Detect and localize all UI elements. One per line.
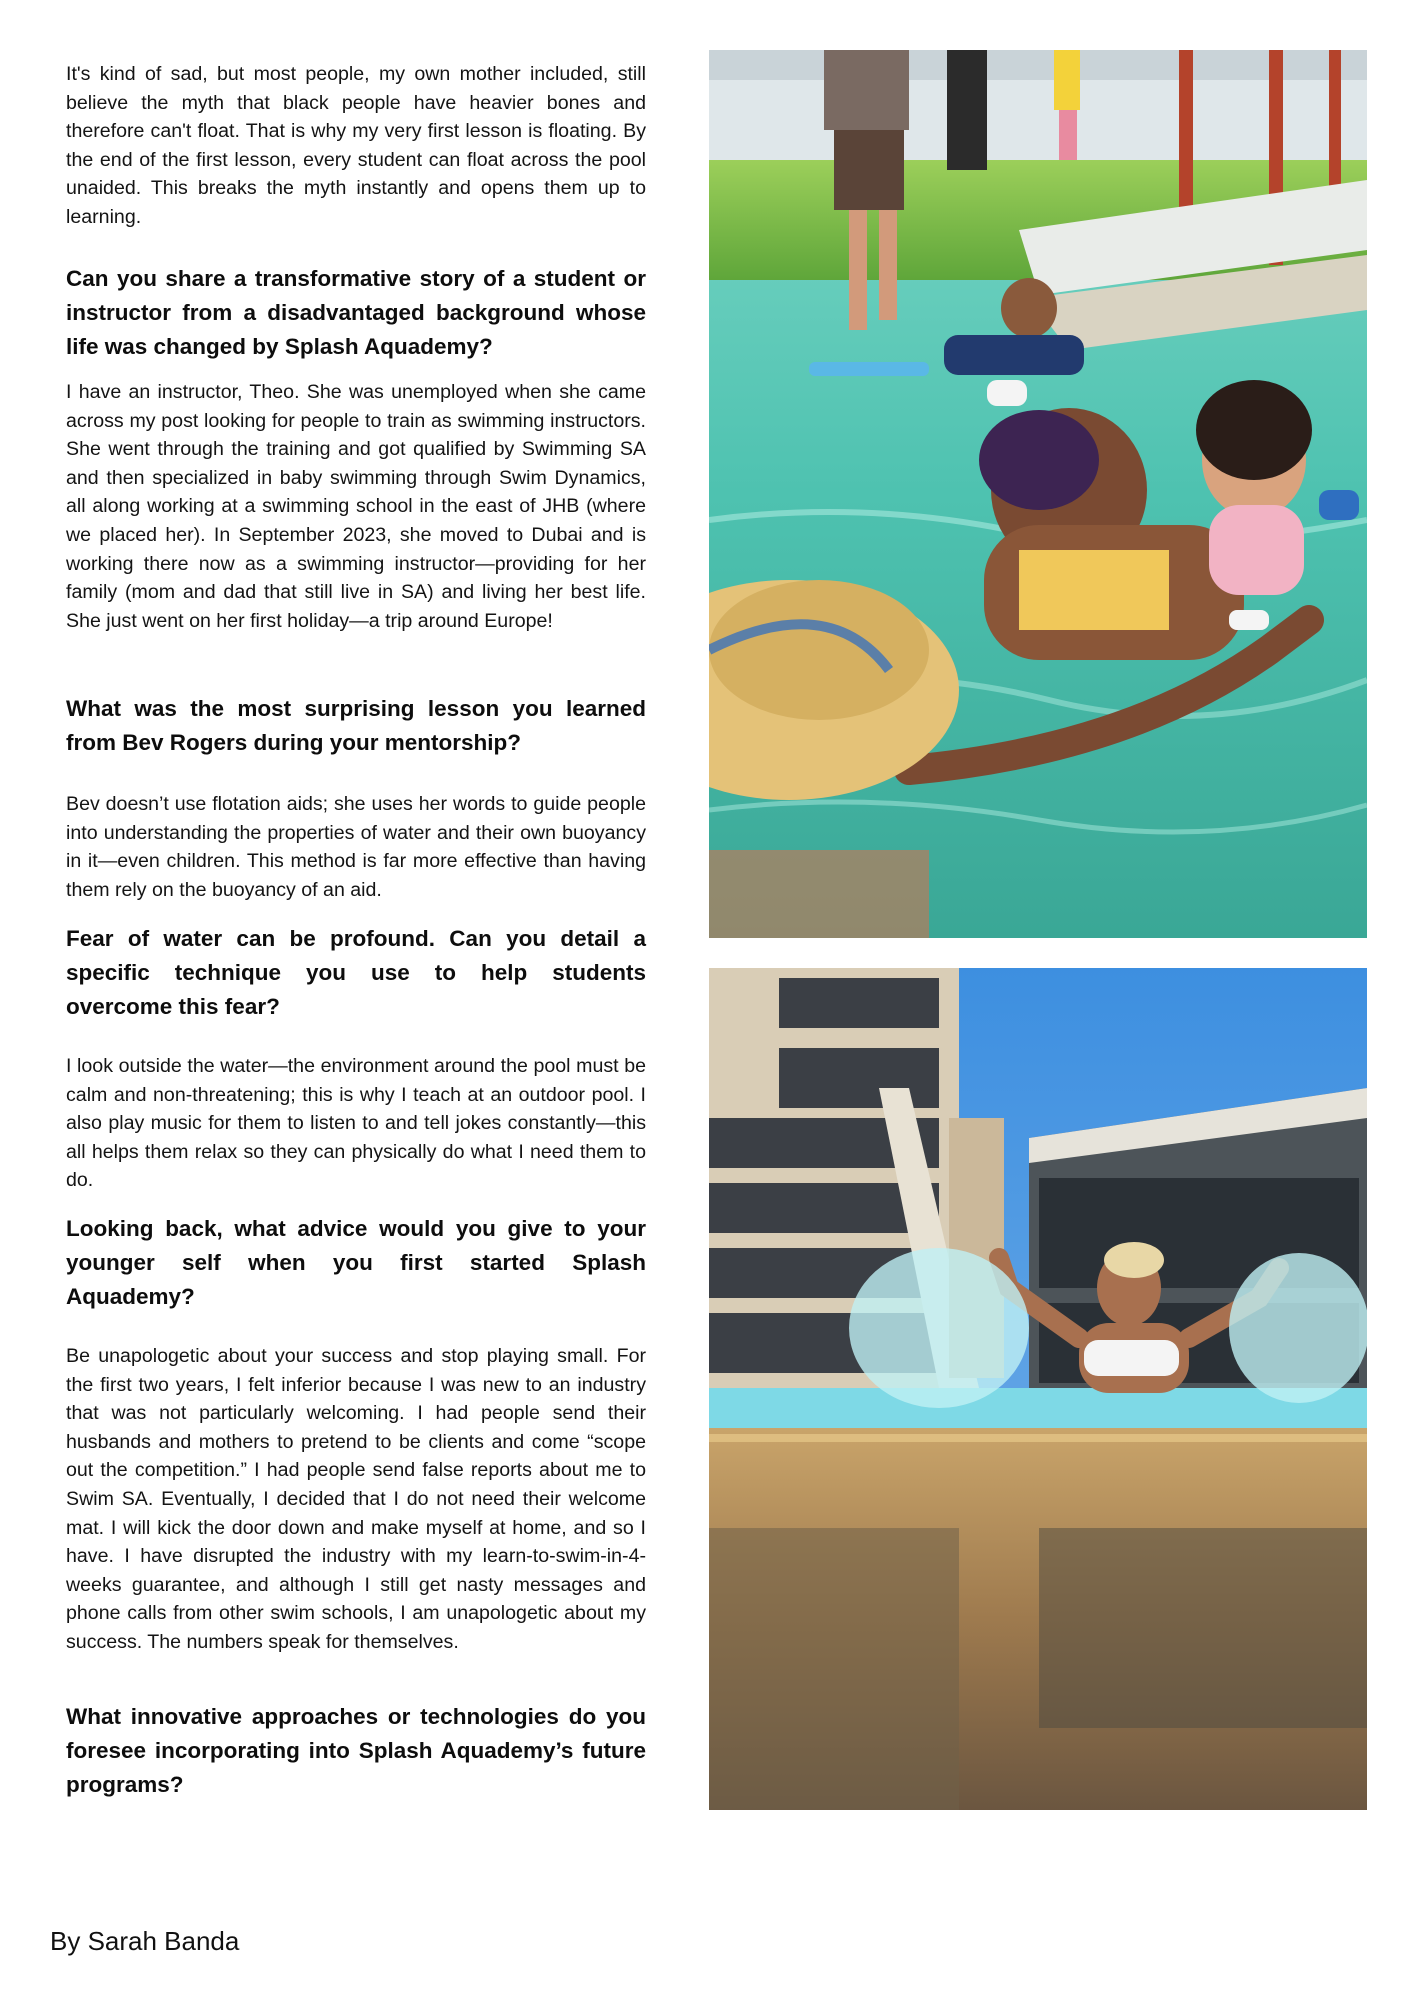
question-5: What innovative approaches or technologies do you foresee incorporating into Splash Aquademy’s future programs?	[66, 1704, 646, 1797]
intro-paragraph: It's kind of sad, but most people, my own mother included, still believe the myth that black people have heavier bones and therefore can't float. That is why my very first lesson is floating. By the end of the first lesson, every student can float across the pool unaided. This breaks the myth instantly and opens them up to learning.	[66, 63, 646, 228]
answer-3: I look outside the water—the environment around the pool must be calm and non-threatening; this is why I teach at an outdoor pool. I also play music for them to listen to and tell jokes constantly—this all helps them relax so they can physically do what I need them to do.	[66, 1055, 646, 1192]
intro-paragraph-block	[66, 60, 646, 232]
question-2: What was the most surprising lesson you learned from Bev Rogers during your mentorship?	[66, 696, 646, 755]
answer-2: Bev doesn’t use flotation aids; she uses her words to guide people into understanding the properties of water and their own buoyancy in it—even children. This method is far more effective than having them rely on the buoyancy of an aid.	[66, 793, 646, 901]
photo-indoor-pool-lesson	[709, 50, 1367, 938]
byline: By Sarah Banda	[50, 1926, 240, 1956]
qa-item-2	[66, 692, 646, 760]
answer-block-4	[66, 1342, 646, 1657]
answer-4: Be unapologetic about your success and stop playing small. For the first two years, I felt inferior because I was new to an industry that was not particularly welcoming. I had people send their husbands and mothers to pretend to be clients and come “scope out the competition.” I had people send false reports about me to Swim SA. Eventually, I decided that I do not need their welcome mat. I will kick the door down and make myself at home, and so I have. I have disrupted the industry with my learn-to-swim-in-4-weeks guarantee, and although I still get nasty messages and phone calls from other swim schools, I am unapologetic about my success. The numbers speak for themselves.	[66, 1345, 646, 1653]
qa-item-1	[66, 262, 646, 364]
answer-block-1	[66, 378, 646, 635]
question-3: Fear of water can be profound. Can you detail a specific technique you use to help students overcome this fear?	[66, 926, 646, 1019]
question-4: Looking back, what advice would you give to your younger self when you first started Splash Aquademy?	[66, 1216, 646, 1309]
qa-item-4	[66, 1212, 646, 1314]
answer-block-3	[66, 1052, 646, 1195]
question-1: Can you share a transformative story of a student or instructor from a disadvantaged background whose life was changed by Splash Aquademy?	[66, 266, 646, 359]
qa-item-5	[66, 1700, 646, 1802]
photo-rooftop-pool-splash	[709, 968, 1367, 1810]
answer-block-2	[66, 790, 646, 904]
answer-1: I have an instructor, Theo. She was unemployed when she came across my post looking for people to train as swimming instructors. She went through the training and got qualified by Swimming SA and then specialized in baby swimming through Swim Dynamics, all along working at a swimming school in the east of JHB (where we placed her). In September 2023, she moved to Dubai and is working there now as a swimming instructor—providing for her family (mom and dad that still live in SA) and living her best life. She just went on her first holiday—a trip around Europe!	[66, 381, 646, 632]
qa-item-3	[66, 922, 646, 1024]
